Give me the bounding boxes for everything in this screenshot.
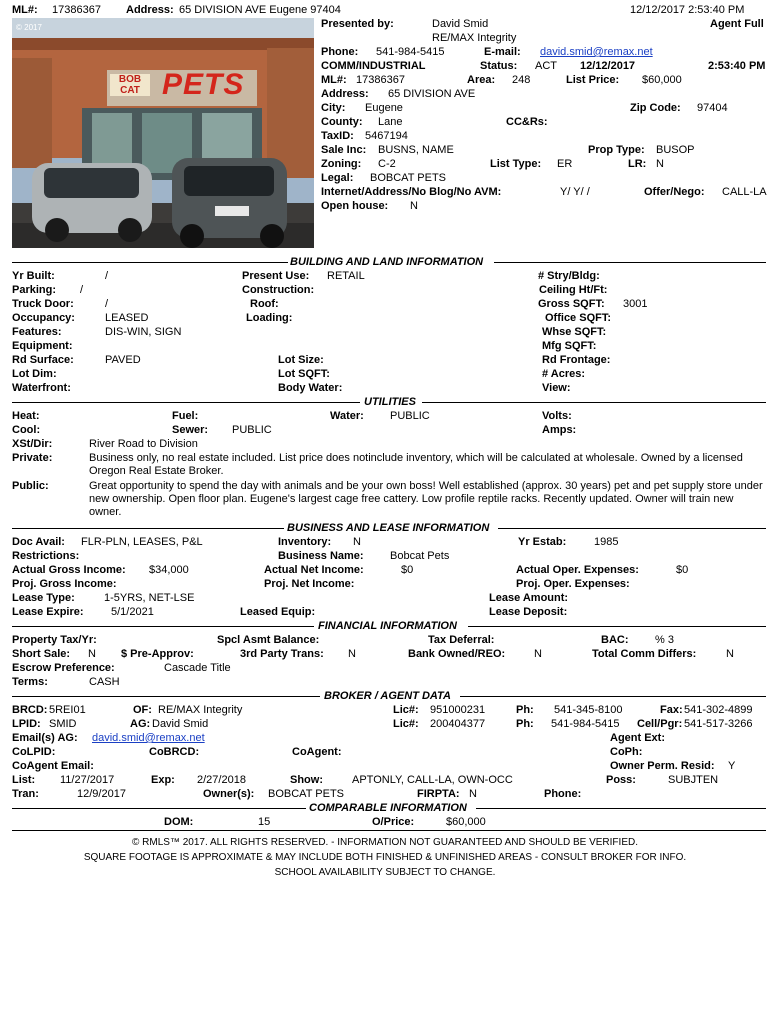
lease-type-value: 1-5YRS, NET-LSE — [104, 592, 195, 604]
of-value: RE/MAX Integrity — [158, 704, 243, 716]
offer-label: Offer/Nego: — [644, 186, 705, 198]
coph-label: CoPh: — [610, 746, 643, 758]
waterfront-label: Waterfront: — [12, 382, 71, 394]
amps-label: Amps: — [542, 424, 577, 436]
actual-gross-value: $34,000 — [149, 564, 189, 576]
business-section-title: BUSINESS AND LEASE INFORMATION — [287, 522, 490, 534]
bank-owned-label: Bank Owned/REO: — [408, 648, 506, 660]
escrow-value: Cascade Title — [164, 662, 231, 674]
coagent-label: CoAgent: — [292, 746, 342, 758]
restrictions-label: Restrictions: — [12, 550, 80, 562]
cell-label: Cell/Pgr: — [637, 718, 683, 730]
yr-estab-label: Yr Estab: — [518, 536, 567, 548]
status-value: ACT — [535, 60, 557, 72]
city-value: Eugene — [365, 102, 403, 114]
owners-value: BOBCAT PETS — [268, 788, 345, 800]
terms-value: CASH — [89, 676, 120, 688]
broker-rule-right — [460, 696, 766, 697]
water-label: Water: — [330, 410, 364, 422]
proj-net-label: Proj. Net Income: — [264, 578, 355, 590]
doc-avail-value: FLR-PLN, LEASES, P&L — [81, 536, 203, 548]
colpid-label: CoLPID: — [12, 746, 56, 758]
sewer-label: Sewer: — [172, 424, 209, 436]
lr-value: N — [656, 158, 664, 170]
county-label: County: — [321, 116, 363, 128]
zip-value: 97404 — [697, 102, 728, 114]
oprice-label: O/Price: — [372, 816, 415, 828]
saleinc-value: BUSNS, NAME — [378, 144, 454, 156]
actual-oper-label: Actual Oper. Expenses: — [516, 564, 639, 576]
acres-label: # Acres: — [542, 368, 586, 380]
yr-built-label: Yr Built: — [12, 270, 55, 282]
cool-label: Cool: — [12, 424, 41, 436]
broker-section-title: BROKER / AGENT DATA — [324, 690, 451, 702]
escrow-label: Escrow Preference: — [12, 662, 115, 674]
lease-deposit-label: Lease Deposit: — [489, 606, 568, 618]
header-ml-value: 17386367 — [52, 4, 101, 16]
short-sale-value: N — [88, 648, 96, 660]
owners-label: Owner(s): — [203, 788, 255, 800]
actual-gross-label: Actual Gross Income: — [12, 564, 126, 576]
utilities-rule-left — [12, 402, 360, 403]
exp-date-label: Exp: — [151, 774, 175, 786]
area-value: 248 — [512, 74, 531, 86]
ph1-label: Ph: — [516, 704, 534, 716]
public-remarks: Great opportunity to spend the day with animals and be your own boss! Well established (approx. 30 years) pet and pet supply store under new ownership. Open floor plan. Eugene's largest cage free cattery. Low profile reptile racks. Recently updated. Owner will train new owner. — [89, 480, 763, 518]
listing-photo — [12, 18, 314, 248]
ml-label: ML#: — [321, 74, 347, 86]
lic2-value: 200404377 — [430, 718, 486, 730]
short-sale-label: Short Sale: — [12, 648, 71, 660]
private-remarks-label: Private: — [12, 452, 53, 464]
building-section-title: BUILDING AND LAND INFORMATION — [290, 256, 484, 268]
footer-line-3: SCHOOL AVAILABILITY SUBJECT TO CHANGE. — [274, 867, 496, 878]
rd-surface-value: PAVED — [105, 354, 141, 366]
sign-bobcat: BOB CAT — [110, 74, 150, 96]
offer-value: CALL-LA — [722, 186, 767, 198]
building-rule-right — [494, 262, 766, 263]
listtype-value: ER — [557, 158, 573, 170]
business-name-label: Business Name: — [278, 550, 364, 562]
stry-label: # Stry/Bldg: — [538, 270, 600, 282]
comparable-section-title: COMPARABLE INFORMATION — [309, 802, 467, 814]
financial-rule-right — [468, 626, 766, 627]
actual-net-label: Actual Net Income: — [264, 564, 364, 576]
prop-class: COMM/INDUSTRIAL — [321, 60, 426, 72]
parking-value: / — [80, 284, 84, 296]
mfg-sqft-label: Mfg SQFT: — [542, 340, 597, 352]
leased-equip-label: Leased Equip: — [240, 606, 316, 618]
city-label: City: — [321, 102, 346, 114]
ag-label: AG: — [130, 718, 151, 730]
pre-approv-label: $ Pre-Approv: — [121, 648, 194, 660]
taxid-value: 5467194 — [365, 130, 408, 142]
phone2-label: Phone: — [544, 788, 582, 800]
body-water-label: Body Water: — [278, 382, 343, 394]
parking-label: Parking: — [12, 284, 57, 296]
truck-door-value: / — [105, 298, 109, 310]
listtype-label: List Type: — [490, 158, 542, 170]
firpta-label: FIRPTA: — [417, 788, 460, 800]
email-link[interactable]: david.smid@remax.net — [540, 46, 653, 58]
sign-pets: PETS — [162, 68, 245, 101]
comparable-rule-left — [12, 808, 306, 809]
taxid-label: TaxID: — [321, 130, 354, 142]
proptype-value: BUSOP — [656, 144, 695, 156]
sewer-value: PUBLIC — [232, 424, 272, 436]
fax-value: 541-302-4899 — [684, 704, 753, 716]
lease-expire-label: Lease Expire: — [12, 606, 84, 618]
heat-label: Heat: — [12, 410, 40, 422]
list-price-label: List Price: — [566, 74, 620, 86]
ph1-value: 541-345-8100 — [554, 704, 623, 716]
public-remarks-label: Public: — [12, 480, 49, 492]
owner-perm-label: Owner Perm. Resid: — [610, 760, 715, 772]
owner-perm-value: Y — [728, 760, 736, 772]
list-date-label: List: — [12, 774, 36, 786]
lot-dim-label: Lot Dim: — [12, 368, 57, 380]
poss-label: Poss: — [606, 774, 636, 786]
doc-avail-label: Doc Avail: — [12, 536, 65, 548]
lic1-value: 951000231 — [430, 704, 486, 716]
list-price-value: $60,000 — [642, 74, 682, 86]
third-party-label: 3rd Party Trans: — [240, 648, 324, 660]
tax-deferral-label: Tax Deferral: — [428, 634, 495, 646]
saleinc-label: Sale Inc: — [321, 144, 367, 156]
rd-frontage-label: Rd Frontage: — [542, 354, 611, 366]
business-rule-left — [12, 528, 284, 529]
truck-door-label: Truck Door: — [12, 298, 74, 310]
private-remarks: Business only, no real estate included. List price does notinclude inventory, which will be calculated at wholesale. Owned by a licensed Oregon Real Estate Broker. — [89, 452, 743, 477]
gross-sqft-value: 3001 — [623, 298, 648, 310]
view-label: View: — [542, 382, 571, 394]
inventory-value: N — [353, 536, 361, 548]
presented-by-value: David Smid — [432, 18, 489, 30]
fuel-label: Fuel: — [172, 410, 199, 422]
water-value: PUBLIC — [390, 410, 430, 422]
spcl-asmt-label: Spcl Asmt Balance: — [217, 634, 320, 646]
tran-value: 12/9/2017 — [77, 788, 126, 800]
lic2-label: Lic#: — [393, 718, 419, 730]
office-name: RE/MAX Integrity — [432, 32, 517, 44]
footer-line-1: © RMLS™ 2017. ALL RIGHTS RESERVED. - INFORMATION NOT GUARANTEED AND SHOULD BE VERIFIED. — [132, 837, 638, 848]
loading-label: Loading: — [246, 312, 293, 324]
financial-section-title: FINANCIAL INFORMATION — [318, 620, 457, 632]
lot-sqft-label: Lot SQFT: — [278, 368, 330, 380]
agent-email-link[interactable]: david.smid@remax.net — [92, 732, 205, 744]
legal-label: Legal: — [321, 172, 354, 184]
legal-value: BOBCAT PETS — [370, 172, 447, 184]
broker-rule-left — [12, 696, 320, 697]
occupancy-label: Occupancy: — [12, 312, 75, 324]
xst-value: River Road to Division — [89, 438, 198, 450]
status-label: Status: — [480, 60, 518, 72]
actual-net-value: $0 — [401, 564, 414, 576]
ceiling-label: Ceiling Ht/Ft: — [539, 284, 608, 296]
bac-label: BAC: — [601, 634, 629, 646]
status-time: 2:53:40 PM — [708, 60, 766, 72]
brcd-label: BRCD: — [12, 704, 48, 716]
ph2-value: 541-984-5415 — [551, 718, 620, 730]
lease-expire-value: 5/1/2021 — [111, 606, 154, 618]
of-label: OF: — [133, 704, 152, 716]
openhouse-label: Open house: — [321, 200, 389, 212]
poss-value: SUBJTEN — [668, 774, 719, 786]
lic1-label: Lic#: — [393, 704, 419, 716]
address-value: 65 DIVISION AVE — [388, 88, 476, 100]
address-label: Address: — [321, 88, 369, 100]
business-name-value: Bobcat Pets — [390, 550, 450, 562]
building-rule-left — [12, 262, 288, 263]
county-value: Lane — [378, 116, 403, 128]
dom-label: DOM: — [164, 816, 194, 828]
volts-label: Volts: — [542, 410, 572, 422]
ag-value: David Smid — [152, 718, 209, 730]
bank-owned-value: N — [534, 648, 542, 660]
lr-label: LR: — [628, 158, 647, 170]
total-comm-value: N — [726, 648, 734, 660]
report-type: Agent Full — [710, 18, 764, 30]
storefront-image — [12, 18, 314, 248]
oprice-value: $60,000 — [446, 816, 486, 828]
zoning-value: C-2 — [378, 158, 396, 170]
coagent-email-label: CoAgent Email: — [12, 760, 94, 772]
email-label: E-mail: — [484, 46, 521, 58]
rd-surface-label: Rd Surface: — [12, 354, 74, 366]
exp-date-value: 2/27/2018 — [197, 774, 246, 786]
property-tax-label: Property Tax/Yr: — [12, 634, 97, 646]
whse-sqft-label: Whse SQFT: — [542, 326, 607, 338]
financial-rule-left — [12, 626, 314, 627]
header-address-label: Address: — [126, 4, 174, 16]
firpta-value: N — [469, 788, 477, 800]
zip-label: Zip Code: — [630, 102, 681, 114]
lot-size-label: Lot Size: — [278, 354, 324, 366]
features-label: Features: — [12, 326, 62, 338]
office-sqft-label: Office SQFT: — [545, 312, 612, 324]
lpid-value: SMID — [49, 718, 77, 730]
agent-ext-label: Agent Ext: — [610, 732, 665, 744]
phone-label: Phone: — [321, 46, 359, 58]
comparable-rule-right — [476, 808, 766, 809]
occupancy-value: LEASED — [105, 312, 149, 324]
header-address-value: 65 DIVISION AVE Eugene 97404 — [179, 4, 341, 16]
utilities-section-title: UTILITIES — [364, 396, 416, 408]
cobrcd-label: CoBRCD: — [149, 746, 200, 758]
lease-amount-label: Lease Amount: — [489, 592, 569, 604]
present-use-label: Present Use: — [242, 270, 310, 282]
equipment-label: Equipment: — [12, 340, 73, 352]
footer-line-2: SQUARE FOOTAGE IS APPROXIMATE & MAY INCLUDE BOTH FINISHED & UNFINISHED AREAS - CONSULT BROKER FOR INFO. — [83, 852, 687, 863]
iavm-label: Internet/Address/No Blog/No AVM: — [321, 186, 502, 198]
terms-label: Terms: — [12, 676, 48, 688]
ml-value: 17386367 — [356, 74, 405, 86]
list-date-value: 11/27/2017 — [60, 774, 115, 786]
tran-label: Tran: — [12, 788, 39, 800]
business-rule-right — [498, 528, 766, 529]
third-party-value: N — [348, 648, 356, 660]
presented-by-label: Presented by: — [321, 18, 394, 30]
yr-estab-value: 1985 — [594, 536, 619, 548]
xst-label: XSt/Dir: — [12, 438, 53, 450]
header-ml-label: ML#: — [12, 4, 38, 16]
total-comm-label: Total Comm Differs: — [592, 648, 697, 660]
proptype-label: Prop Type: — [588, 144, 645, 156]
bac-value: % 3 — [655, 634, 674, 646]
iavm-value: Y/ Y/ / — [560, 186, 590, 198]
photo-copyright: © 2017 — [16, 23, 42, 32]
area-label: Area: — [467, 74, 496, 86]
status-date: 12/12/2017 — [580, 60, 636, 72]
actual-oper-value: $0 — [676, 564, 689, 576]
zoning-label: Zoning: — [321, 158, 362, 170]
phone-value: 541-984-5415 — [376, 46, 445, 58]
ccrs-label: CC&Rs: — [506, 116, 548, 128]
agent-email-label: Email(s) AG: — [12, 732, 78, 744]
header-datetime: 12/12/2017 2:53:40 PM — [630, 4, 745, 16]
features-value: DIS-WIN, SIGN — [105, 326, 182, 338]
cell-value: 541-517-3266 — [684, 718, 753, 730]
construction-label: Construction: — [242, 284, 315, 296]
proj-oper-label: Proj. Oper. Expenses: — [516, 578, 630, 590]
present-use-value: RETAIL — [327, 270, 365, 282]
openhouse-value: N — [410, 200, 418, 212]
fax-label: Fax: — [660, 704, 683, 716]
lpid-label: LPID: — [12, 718, 41, 730]
lease-type-label: Lease Type: — [12, 592, 75, 604]
comparable-rule-bottom — [12, 830, 766, 831]
show-label: Show: — [290, 774, 323, 786]
yr-built-value: / — [105, 270, 109, 282]
dom-value: 15 — [258, 816, 271, 828]
inventory-label: Inventory: — [278, 536, 332, 548]
proj-gross-label: Proj. Gross Income: — [12, 578, 117, 590]
ph2-label: Ph: — [516, 718, 534, 730]
show-value: APTONLY, CALL-LA, OWN-OCC — [352, 774, 513, 786]
roof-label: Roof: — [250, 298, 279, 310]
gross-sqft-label: Gross SQFT: — [538, 298, 605, 310]
utilities-rule-right — [422, 402, 766, 403]
brcd-value: 5REI01 — [49, 704, 86, 716]
